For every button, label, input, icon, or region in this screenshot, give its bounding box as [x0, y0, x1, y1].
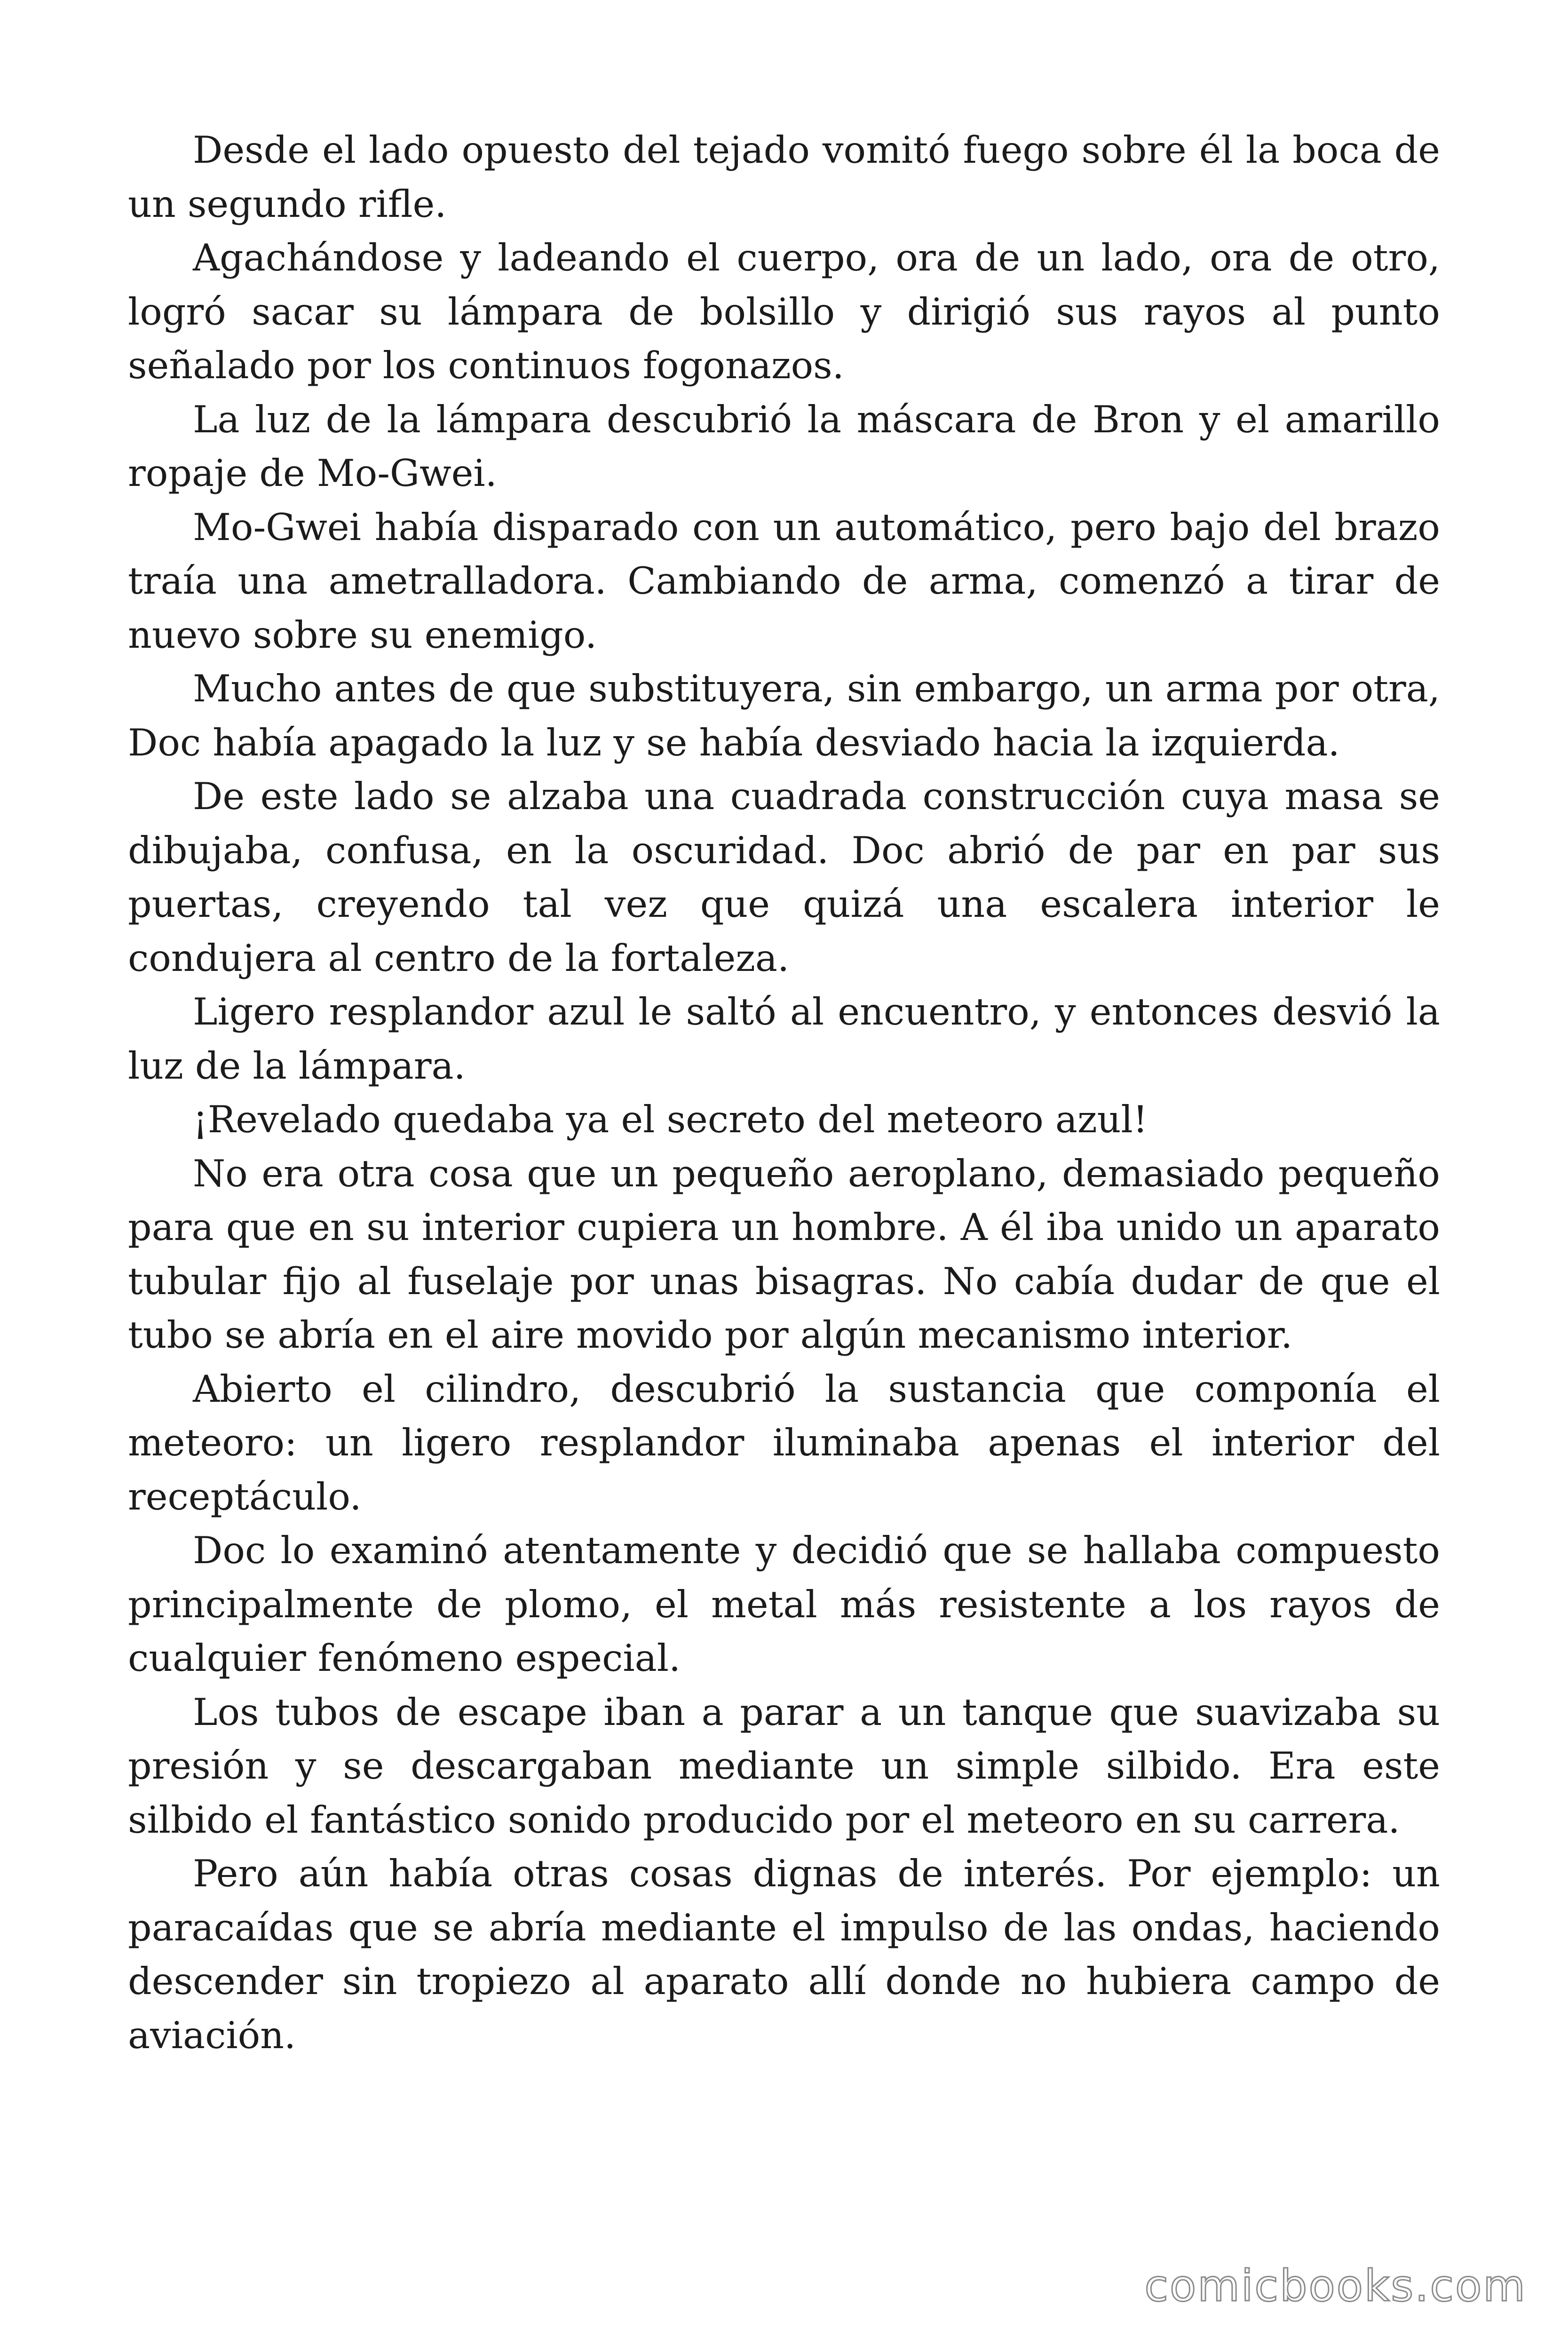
paragraph: Mucho antes de que substituyera, sin embargo, un arma por otra, Doc había apagado la luz y se había desviado hacia la izquierda. [128, 667, 1440, 764]
paragraph: Abierto el cilindro, descubrió la sustancia que componía el meteoro: un ligero resplandor iluminaba apenas el interior del receptáculo. [128, 1367, 1440, 1518]
paragraph: ¡Revelado quedaba ya el secreto del meteoro azul! [193, 1098, 1148, 1141]
paragraph: La luz de la lámpara descubrió la máscara de Bron y el amarillo ropaje de Mo-Gwei. [128, 397, 1440, 495]
paragraph: Agachándose y ladeando el cuerpo, ora de un lado, ora de otro, logró sacar su lámpara de bolsillo y dirigió sus rayos al punto señalado por los continuos fogonazos. [128, 236, 1440, 387]
paragraph: Pero aún había otras cosas dignas de interés. Por ejemplo: un paracaídas que se abría mediante el impulso de las ondas, haciendo descender sin tropiezo al aparato allí donde no hubiera campo de aviación. [128, 1852, 1440, 2057]
paragraph: Desde el lado opuesto del tejado vomitó fuego sobre él la boca de un segundo rifle. [128, 128, 1440, 226]
watermark: comicbooks.com [1144, 2261, 1527, 2311]
paragraph: Los tubos de escape iban a parar a un tanque que suavizaba su presión y se descargaban mediante un simple silbido. Era este silbido el fantástico sonido producido por el meteoro en su carrera. [128, 1690, 1440, 1842]
paragraph: Ligero resplandor azul le saltó al encuentro, y entonces desvió la luz de la lámpara. [128, 990, 1440, 1088]
paragraph: Mo-Gwei había disparado con un automático, pero bajo del brazo traía una ametralladora. Cambiando de arma, comenzó a tirar de nuevo sobre su enemigo. [128, 505, 1440, 657]
paragraph: No era otra cosa que un pequeño aeroplano, demasiado pequeño para que en su interior cupiera un hombre. A él iba unido un aparato tubular fijo al fuselaje por unas bisagras. No cabía dudar de que el tubo se abría en el aire movido por algún mecanismo interior. [128, 1152, 1440, 1357]
body-text [128, 123, 1440, 2062]
paragraph: De este lado se alzaba una cuadrada construcción cuya masa se dibujaba, confusa, en la oscuridad. Doc abrió de par en par sus puertas, creyendo tal vez que quizá una escalera interior le condujera al centro de la fortaleza. [128, 775, 1440, 980]
paragraph: Doc lo examinó atentamente y decidió que se hallaba compuesto principalmente de plomo, el metal más resistente a los rayos de cualquier fenómeno especial. [128, 1529, 1440, 1680]
